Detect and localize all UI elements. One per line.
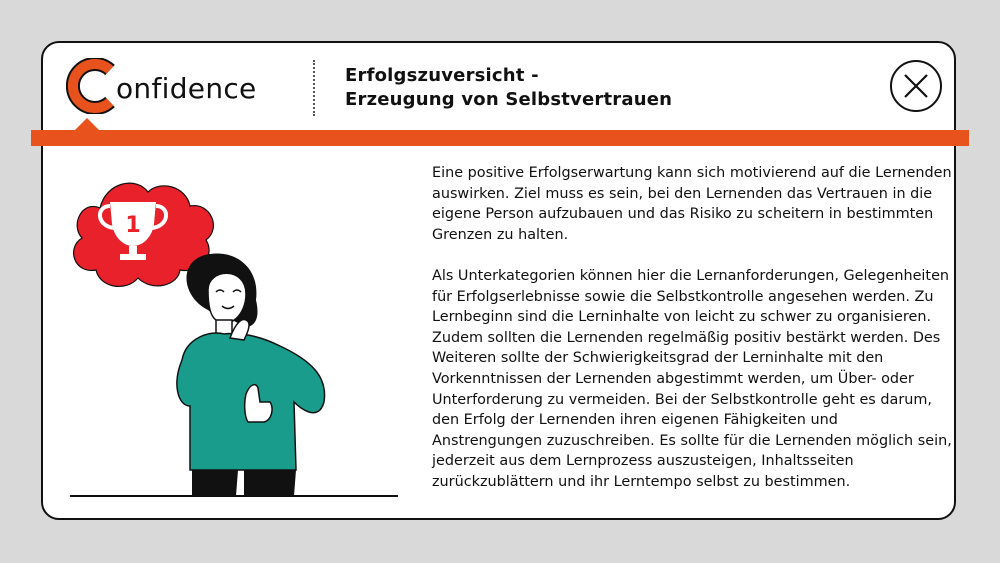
paragraph-1: Eine positive Erfolgserwartung kann sich motivierend auf die Lernenden auswirken. Ziel muss es sein, bei den Lernenden das Vertrauen in die eigene Person aufzubauen und das Risiko zu scheitern in bestimmten Grenzen zu halten. — [432, 165, 952, 243]
trophy-number: 1 — [125, 213, 141, 238]
thinking-woman-illustration — [60, 170, 405, 500]
close-icon — [904, 74, 928, 98]
logo-pointer — [74, 118, 100, 131]
header-accent-bar — [31, 130, 969, 146]
page-title — [345, 64, 672, 112]
header-divider — [313, 60, 315, 116]
main-text — [432, 163, 952, 513]
logo-c-mark — [66, 58, 120, 114]
title-line-2: Erzeugung von Selbstvertrauen — [345, 89, 673, 110]
close-button[interactable] — [890, 60, 942, 112]
paragraph-2: Als Unterkategorien können hier die Lernanforderungen, Gelegenheiten für Erfolgserlebnisse sowie die Selbstkontrolle angesehen werden. Zu Lernbeginn sind die Lerninhalte von leicht zu schwer zu organisieren. Zudem sollten die Lernenden regelmäßig positiv bestärkt werden. Des Weiteren sollte der Schwierigkeitsgrad der Lerninhalte mit den Vorkenntnissen der Lernenden abgestimmt werden, um Über- oder Unterforderung zu vermeiden. Bei der Selbstkontrolle geht es darum, den Erfolg der Lernenden ihren eigenen Fähigkeiten und Anstrengungen zuzuschreiben. Es sollte für die Lernenden möglich sein, jederzeit aus dem Lernprozess auszusteigen, Inhaltsseiten zurückzublättern und ihr Lerntempo selbst zu bestimmen. — [432, 267, 952, 490]
title-line-1: Erfolgszuversicht - — [345, 65, 539, 86]
logo-text: onfidence — [116, 71, 257, 105]
logo — [66, 58, 257, 114]
